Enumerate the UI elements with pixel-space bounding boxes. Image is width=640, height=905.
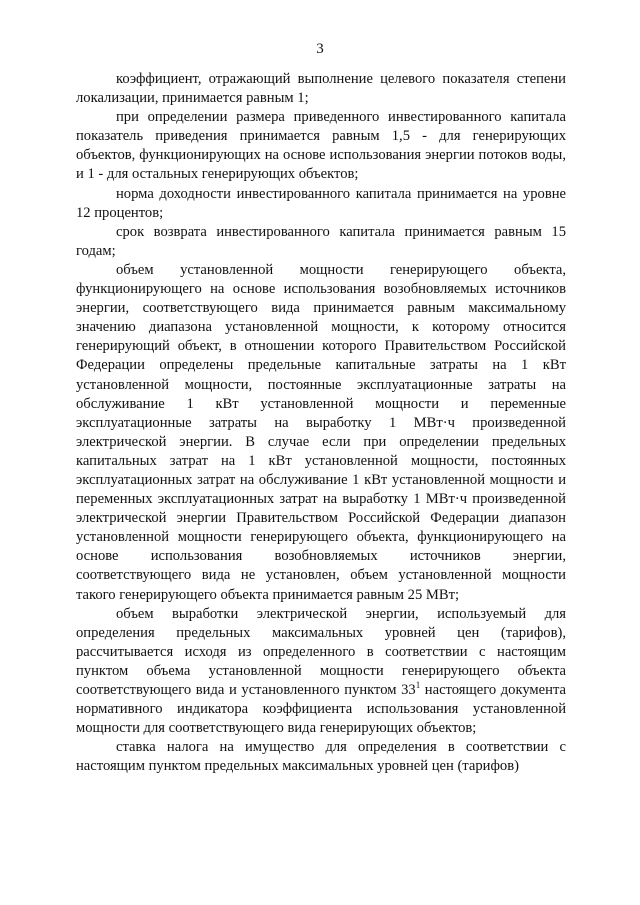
paragraph-payback-period: срок возврата инвестированного капитала принимается равным 15 годам;: [76, 223, 566, 259]
paragraph-localization-coefficient: коэффициент, отражающий выполнение целевого показателя степени локализации, принимается равным 1;: [76, 71, 566, 107]
paragraph-installed-capacity: объем установленной мощности генерирующего объекта, функционирующего на основе использования возобновляемых источников энергии, соответствующего вида принимается равным максимальному значению диапазона установленной мощности, к которому относится генерирующий объект, в отношении которого Правительством Российской Федерации определены предельные капитальные затраты на 1 кВт установленной мощности, постоянные эксплуатационные затраты на обслуживание 1 кВт установленной мощности и переменные эксплуатационные затраты на выработку 1 МВт·ч произведенной электрической энергии. В случае если при определении предельных капитальных затрат на 1 кВт установленной мощности, постоянных эксплуатационных затрат на обслуживание 1 кВт установленной мощности и переменных эксплуатационных затрат на выработку 1 МВт·ч произведенной электрической энергии Правительством Российской Федерации диапазон установленной мощности генерирующего объекта, функционирующего на основе использования возобновляемых источников энергии, соответствующего вида не установлен, объем установленной мощности такого генерирующего объекта принимается равным 25 МВт;: [76, 261, 566, 603]
paragraph-energy-output: [76, 605, 566, 739]
superscript-reference: 1: [415, 680, 421, 691]
paragraph-energy-output-text-after: настоящего документа нормативного индикатора коэффициента использования установленной мощности для соответствующего вида генерирующих объектов;: [76, 682, 566, 737]
page-number: 3: [316, 41, 324, 57]
paragraph-energy-output-text-before: объем выработки электрической энергии, используемый для определения предельных максимальных уровней цен (тарифов), рассчитывается исходя из определенного в соответствии с настоящим пунктом объема установленной мощности генерирующего объекта соответствующего вида и установленного пунктом 33: [76, 605, 566, 698]
paragraph-property-tax: ставка налога на имущество для определения в соответствии с настоящим пунктом предельных максимальных уровней цен (тарифов): [76, 739, 566, 775]
paragraph-return-rate: норма доходности инвестированного капитала принимается на уровне 12 процентов;: [76, 185, 566, 221]
document-body: [76, 70, 566, 776]
paragraph-reduction-factor: при определении размера приведенного инвестированного капитала показатель приведения принимается равным 1,5 - для генерирующих объектов, функционирующих на основе использования энергии потоков воды, и 1 - для остальных генерирующих объектов;: [76, 109, 566, 183]
